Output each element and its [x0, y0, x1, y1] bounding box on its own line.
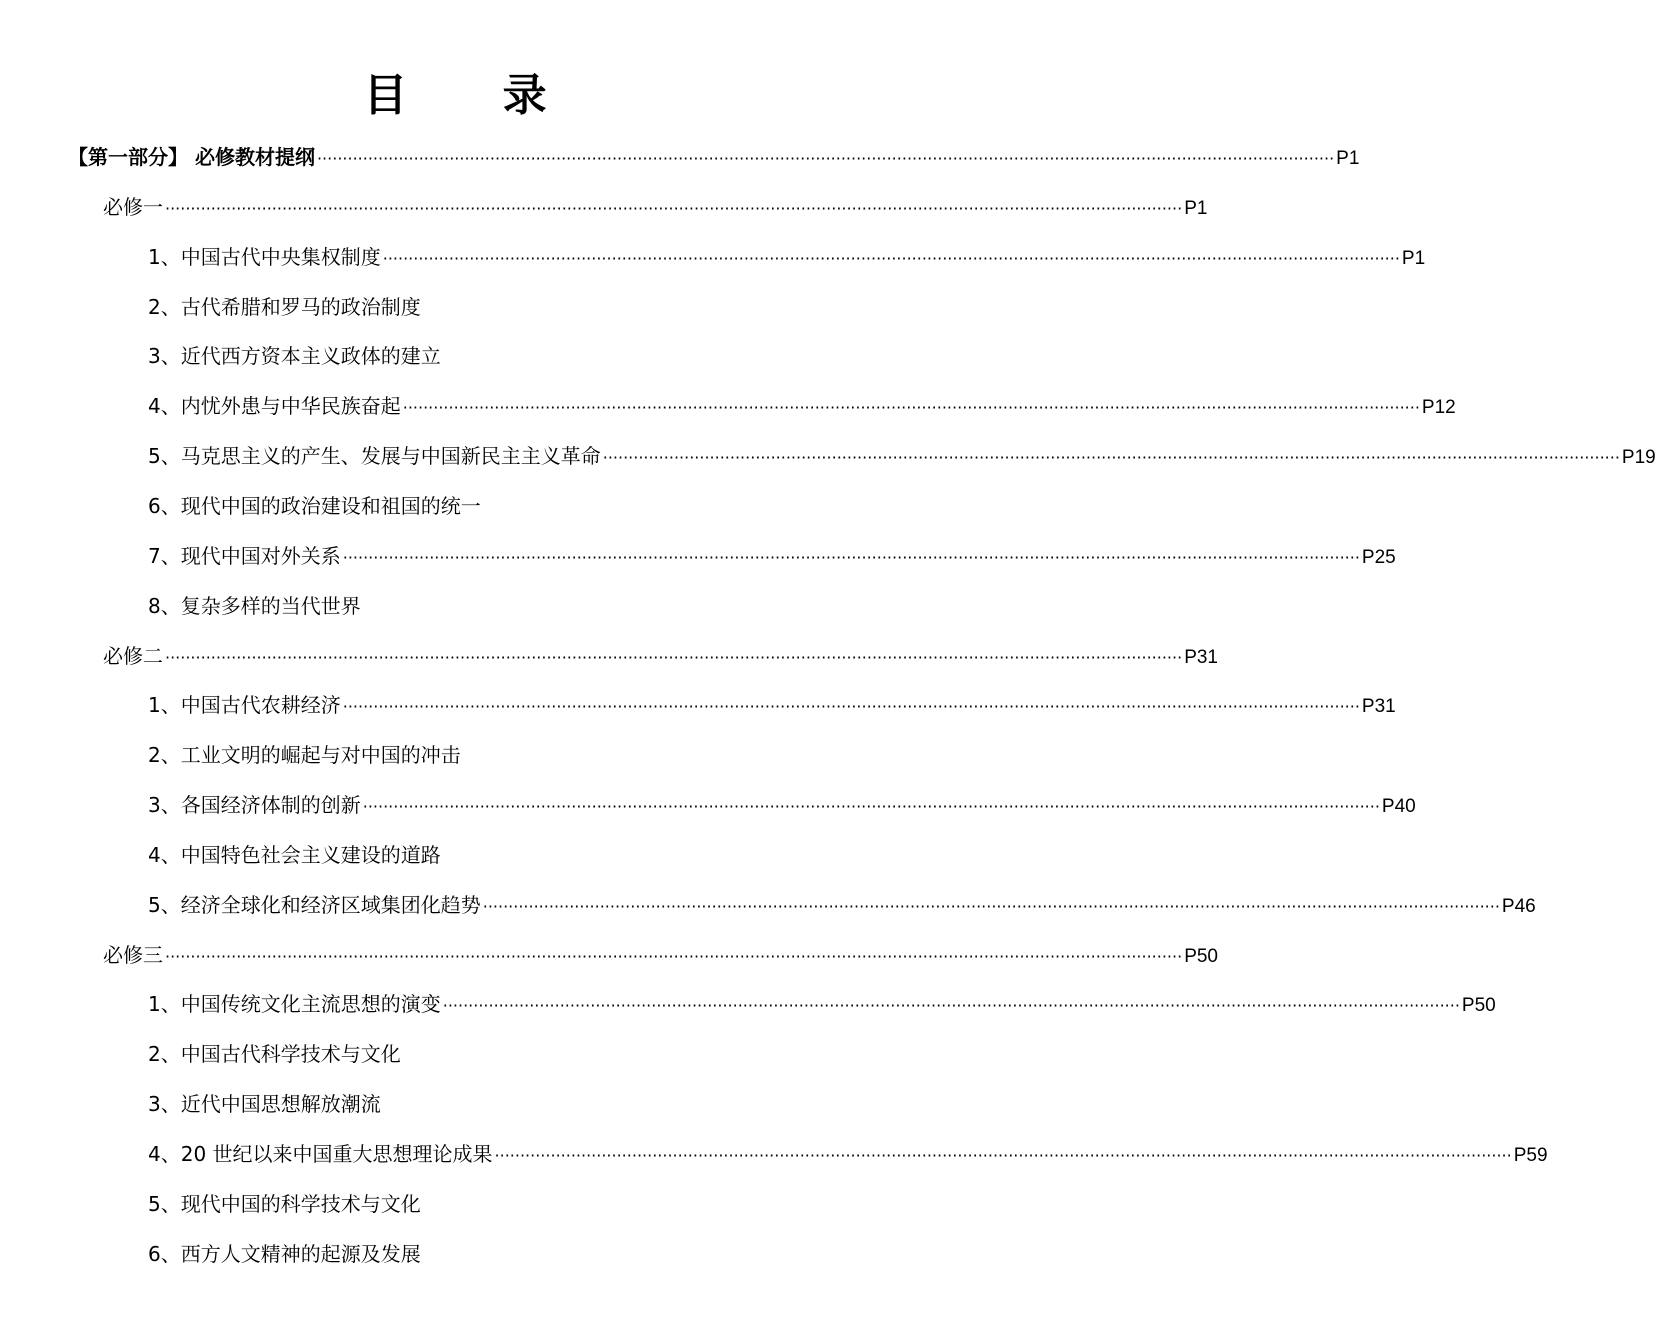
dot-leader: ········································································································································································································ — [342, 547, 1360, 567]
toc-entry-label: 3、各国经济体制的创新 — [148, 793, 361, 818]
toc-entry-label: 4、内忧外患与中华民族奋起 — [148, 394, 401, 419]
toc-section-1 — [103, 192, 1208, 222]
toc-entry — [148, 292, 816, 322]
dot-leader: ········································································································································································································ — [362, 797, 1380, 817]
dot-leader: ········································································································································································································ — [165, 647, 1183, 667]
toc-section-3-label: 必修三 — [103, 942, 163, 967]
toc-entry-label: 5、经济全球化和经济区域集团化趋势 — [148, 892, 481, 917]
dot-leader: ········································································································································································································ — [402, 398, 1420, 418]
toc-entry — [148, 1189, 816, 1219]
toc-section-3 — [103, 940, 1218, 970]
toc-entry-label: 5、现代中国的科学技术与文化 — [148, 1191, 421, 1216]
toc-entry — [148, 1039, 816, 1069]
toc-section-1-page-number: P1 — [1184, 197, 1208, 219]
toc-entry-page-number: P25 — [1361, 546, 1396, 568]
toc-entry — [148, 1089, 816, 1119]
toc-part-heading — [68, 142, 1360, 172]
toc-entry — [148, 890, 1536, 920]
toc-entry-page-number: P40 — [1381, 796, 1416, 818]
toc-entry-page-number: P19 — [1621, 447, 1656, 469]
toc-entry — [148, 989, 1496, 1019]
page-title: 目 录 — [363, 70, 587, 121]
toc-entry-label: 3、近代西方资本主义政体的建立 — [148, 344, 441, 369]
toc-entry-label: 1、中国传统文化主流思想的演变 — [148, 992, 441, 1017]
toc-entry — [148, 740, 816, 770]
toc-entry — [148, 341, 816, 371]
toc-entry — [148, 1239, 816, 1269]
toc-section-3-page-number: P50 — [1184, 945, 1218, 967]
dot-leader: ········································································································································································································ — [342, 697, 1360, 717]
toc-entry — [148, 591, 816, 621]
dot-leader: ········································································································································································································ — [165, 198, 1183, 218]
toc-entry-page-number: P59 — [1513, 1145, 1548, 1166]
toc-entry — [148, 790, 1416, 820]
toc-entry-label: 1、中国古代农耕经济 — [148, 693, 341, 718]
dot-leader: ········································································································································································································ — [442, 996, 1460, 1016]
toc-part-heading-page-number: P1 — [1336, 148, 1360, 169]
dot-leader: ········································································································································································································ — [602, 448, 1620, 468]
toc-entry-label: 6、现代中国的政治建设和祖国的统一 — [148, 493, 481, 518]
toc-entry-label: 7、现代中国对外关系 — [148, 543, 341, 568]
toc-entry-label: 1、中国古代中央集权制度 — [148, 244, 381, 269]
toc-entry-label: 4、20 世纪以来中国重大思想理论成果 — [148, 1142, 493, 1166]
toc-entry-label: 8、复杂多样的当代世界 — [148, 593, 361, 618]
toc-entry-page-number: P12 — [1421, 397, 1456, 419]
toc-entry — [148, 541, 1396, 571]
toc-entry-page-number: P31 — [1361, 696, 1396, 718]
toc-part-heading-label: 【第一部分】 必修教材提纲 — [68, 145, 315, 169]
dot-leader: ········································································································································································································ — [316, 149, 1335, 168]
dot-leader: ········································································································································································································ — [382, 248, 1400, 268]
toc-entry — [148, 690, 1396, 720]
toc-entry-label: 2、中国古代科学技术与文化 — [148, 1042, 401, 1067]
dot-leader: ········································································································································································································ — [165, 946, 1183, 966]
toc-entry — [148, 1139, 1548, 1169]
toc-entry-label: 2、工业文明的崛起与对中国的冲击 — [148, 743, 461, 768]
toc-entry-label: 6、西方人文精神的起源及发展 — [148, 1241, 421, 1266]
toc-entry-label: 5、马克思主义的产生、发展与中国新民主主义革命 — [148, 444, 601, 469]
toc-entry-page-number: P1 — [1401, 247, 1426, 269]
toc-entry-label: 3、近代中国思想解放潮流 — [148, 1092, 381, 1117]
toc-entry-page-number: P50 — [1461, 995, 1496, 1017]
toc-section-2 — [103, 641, 1218, 671]
toc-entry — [148, 491, 816, 521]
toc-entry-label: 4、中国特色社会主义建设的道路 — [148, 842, 441, 867]
toc-entry-label: 2、古代希腊和罗马的政治制度 — [148, 294, 421, 319]
toc-entry — [148, 441, 1656, 471]
dot-leader: ········································································································································································································ — [494, 1146, 1512, 1165]
toc-entry — [148, 840, 816, 870]
dot-leader: ········································································································································································································ — [482, 896, 1500, 916]
toc-entry — [148, 242, 1426, 272]
toc-section-2-label: 必修二 — [103, 643, 163, 668]
toc-section-2-page-number: P31 — [1184, 646, 1218, 668]
toc-entry-page-number: P46 — [1501, 895, 1536, 917]
toc-section-1-label: 必修一 — [103, 194, 163, 219]
toc-entry — [148, 391, 1456, 421]
